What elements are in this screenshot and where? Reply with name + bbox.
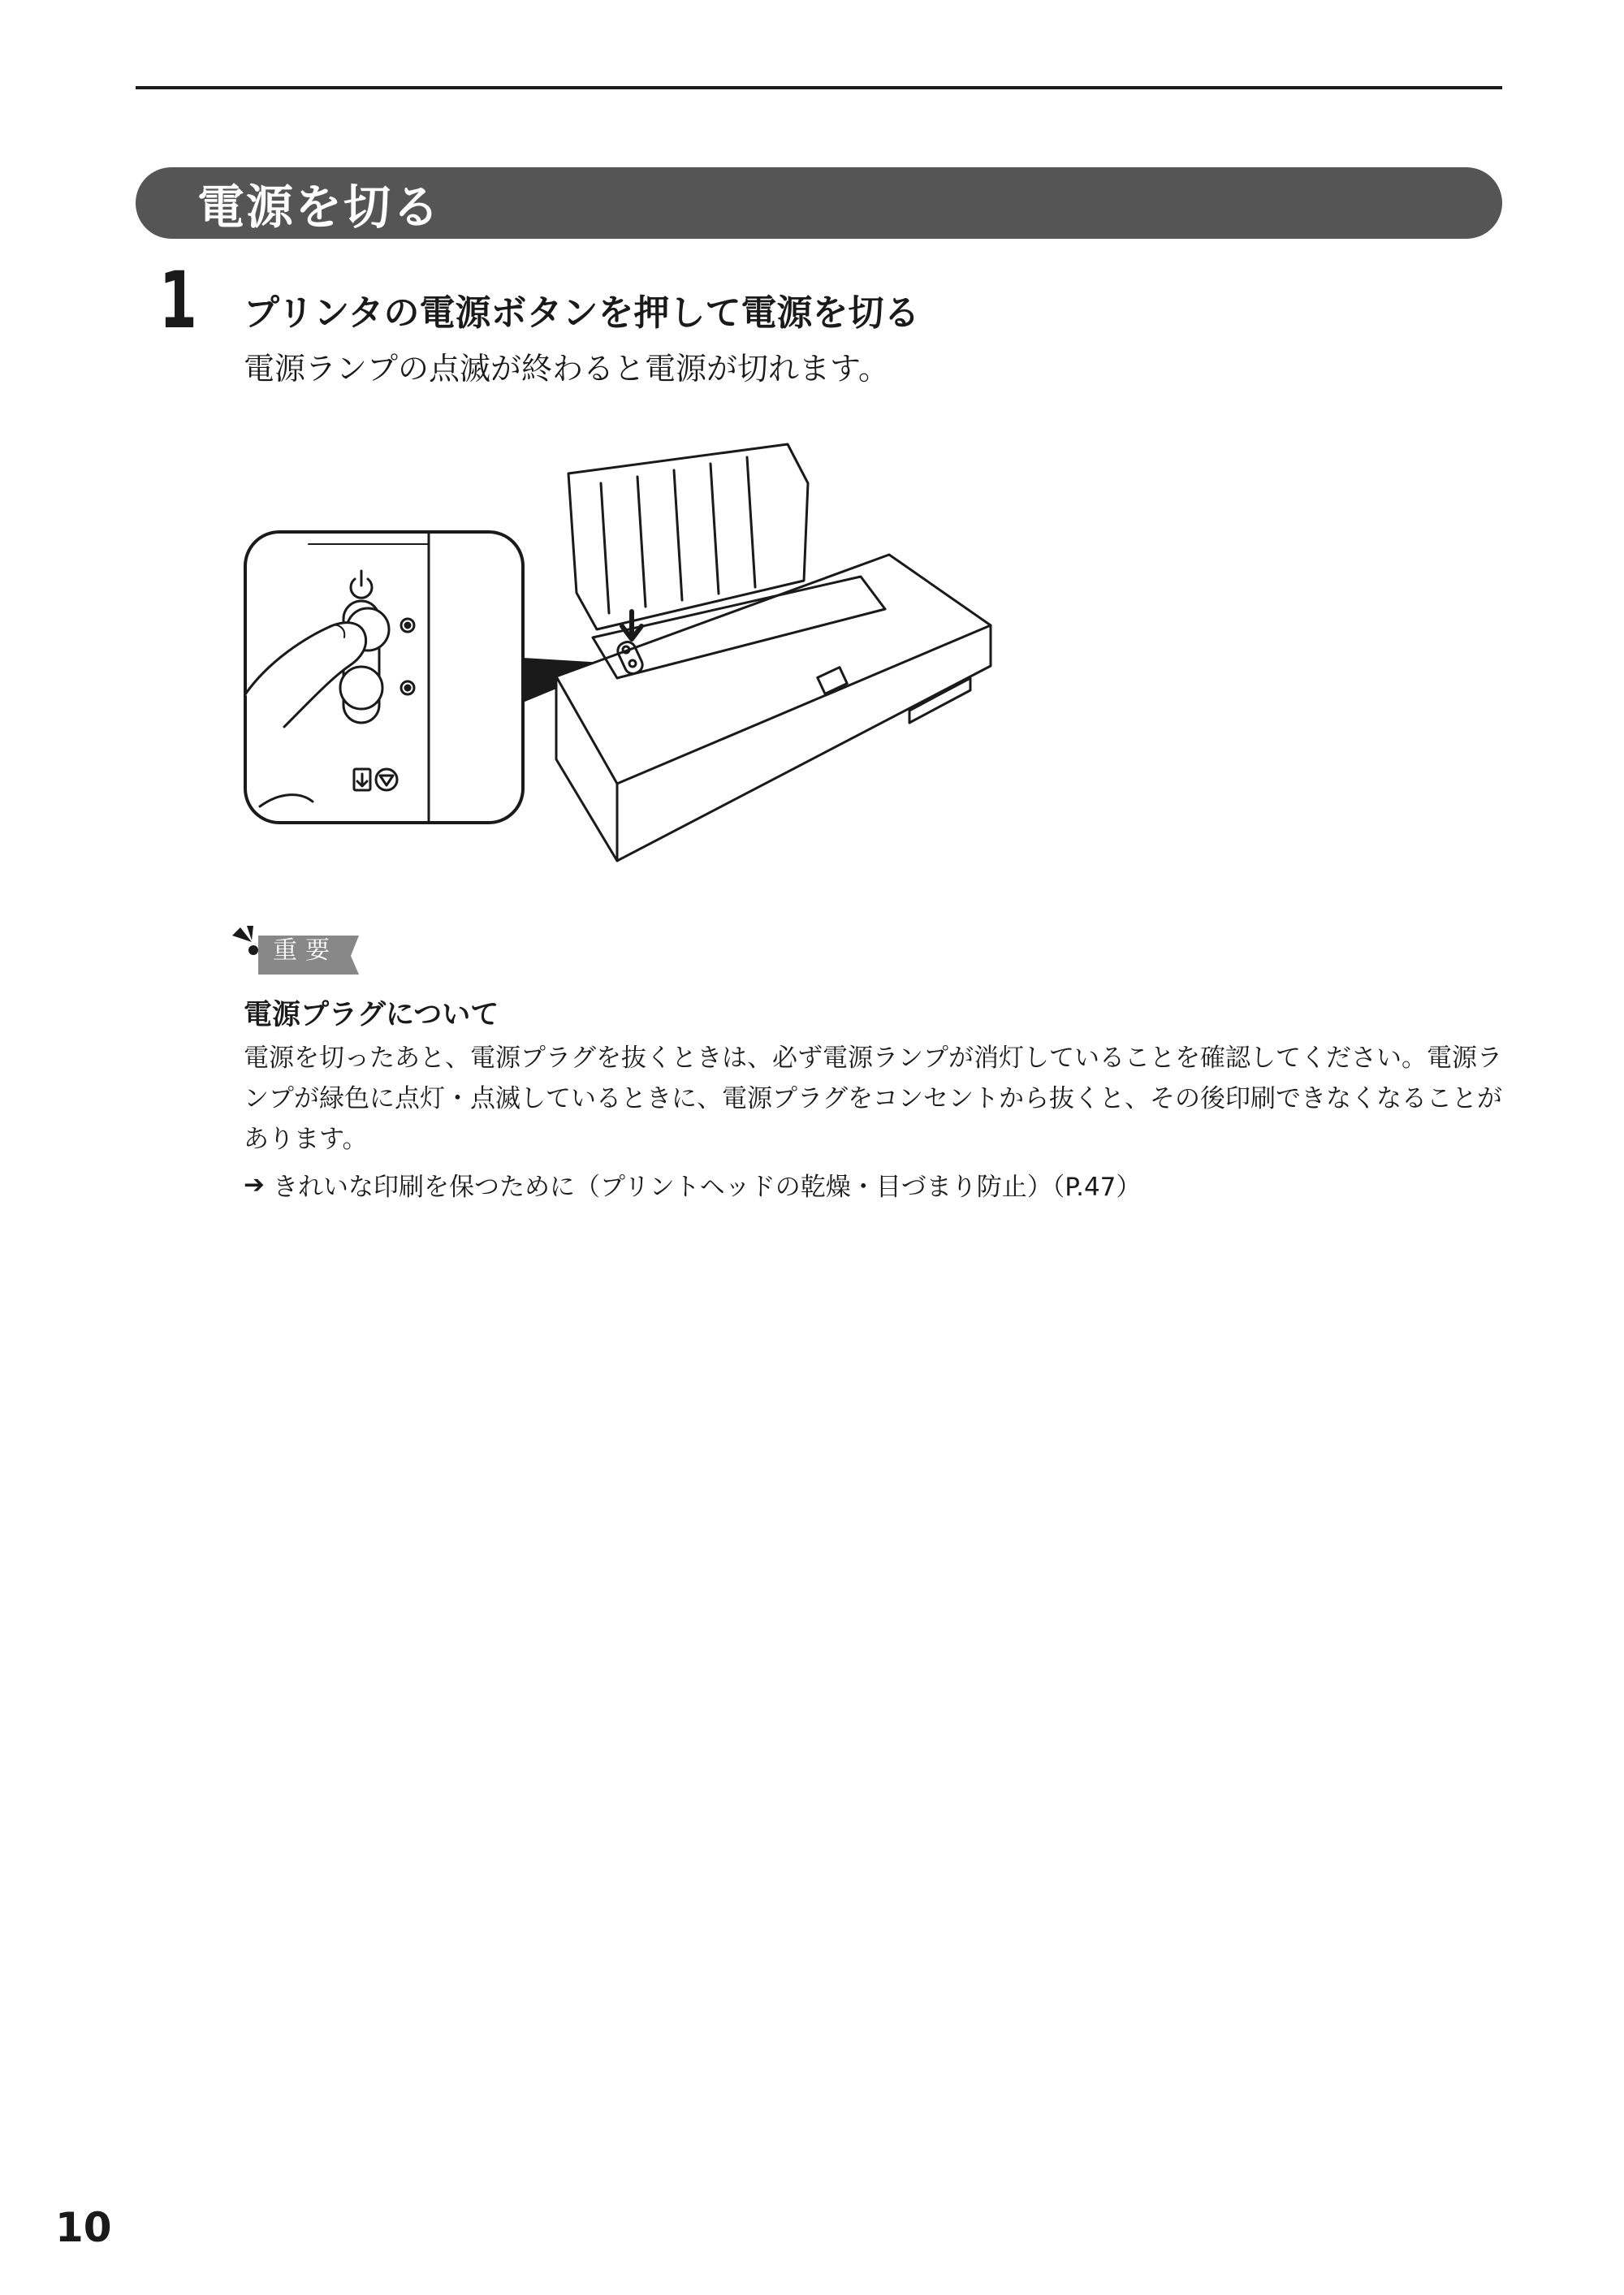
important-label: 重要 (273, 936, 338, 965)
step-heading: プリンタの電源ボタンを押して電源を切る (244, 292, 920, 334)
section-banner (136, 167, 1502, 239)
printer-illustration (235, 434, 1023, 877)
top-rule (136, 86, 1502, 89)
page-number: 10 (55, 2204, 112, 2251)
reference-link-text[interactable]: きれいな印刷を保つために（プリントヘッドの乾燥・目づまり防止）（P.47） (272, 1173, 1142, 1202)
step-description: 電源ランプの点滅が終わると電源が切れます。 (244, 351, 889, 387)
note-heading: 電源プラグについて (244, 999, 499, 1031)
printer (556, 444, 991, 861)
section-title: 電源を切る (197, 179, 442, 235)
important-badge (229, 924, 365, 976)
step-number: 1 (159, 255, 197, 346)
reference-link[interactable] (244, 1166, 1141, 1203)
arrow-right-icon: ➔ (244, 1169, 265, 1199)
button-closeup (245, 532, 523, 823)
note-body: 電源を切ったあと、電源プラグを抜くときは、必ず電源ランプが消灯していることを確認してください。電源ランプが緑色に点灯・点滅しているときに、電源プラグをコンセントから抜くと、その後印刷できなくなることがあります。 (244, 1044, 1502, 1154)
